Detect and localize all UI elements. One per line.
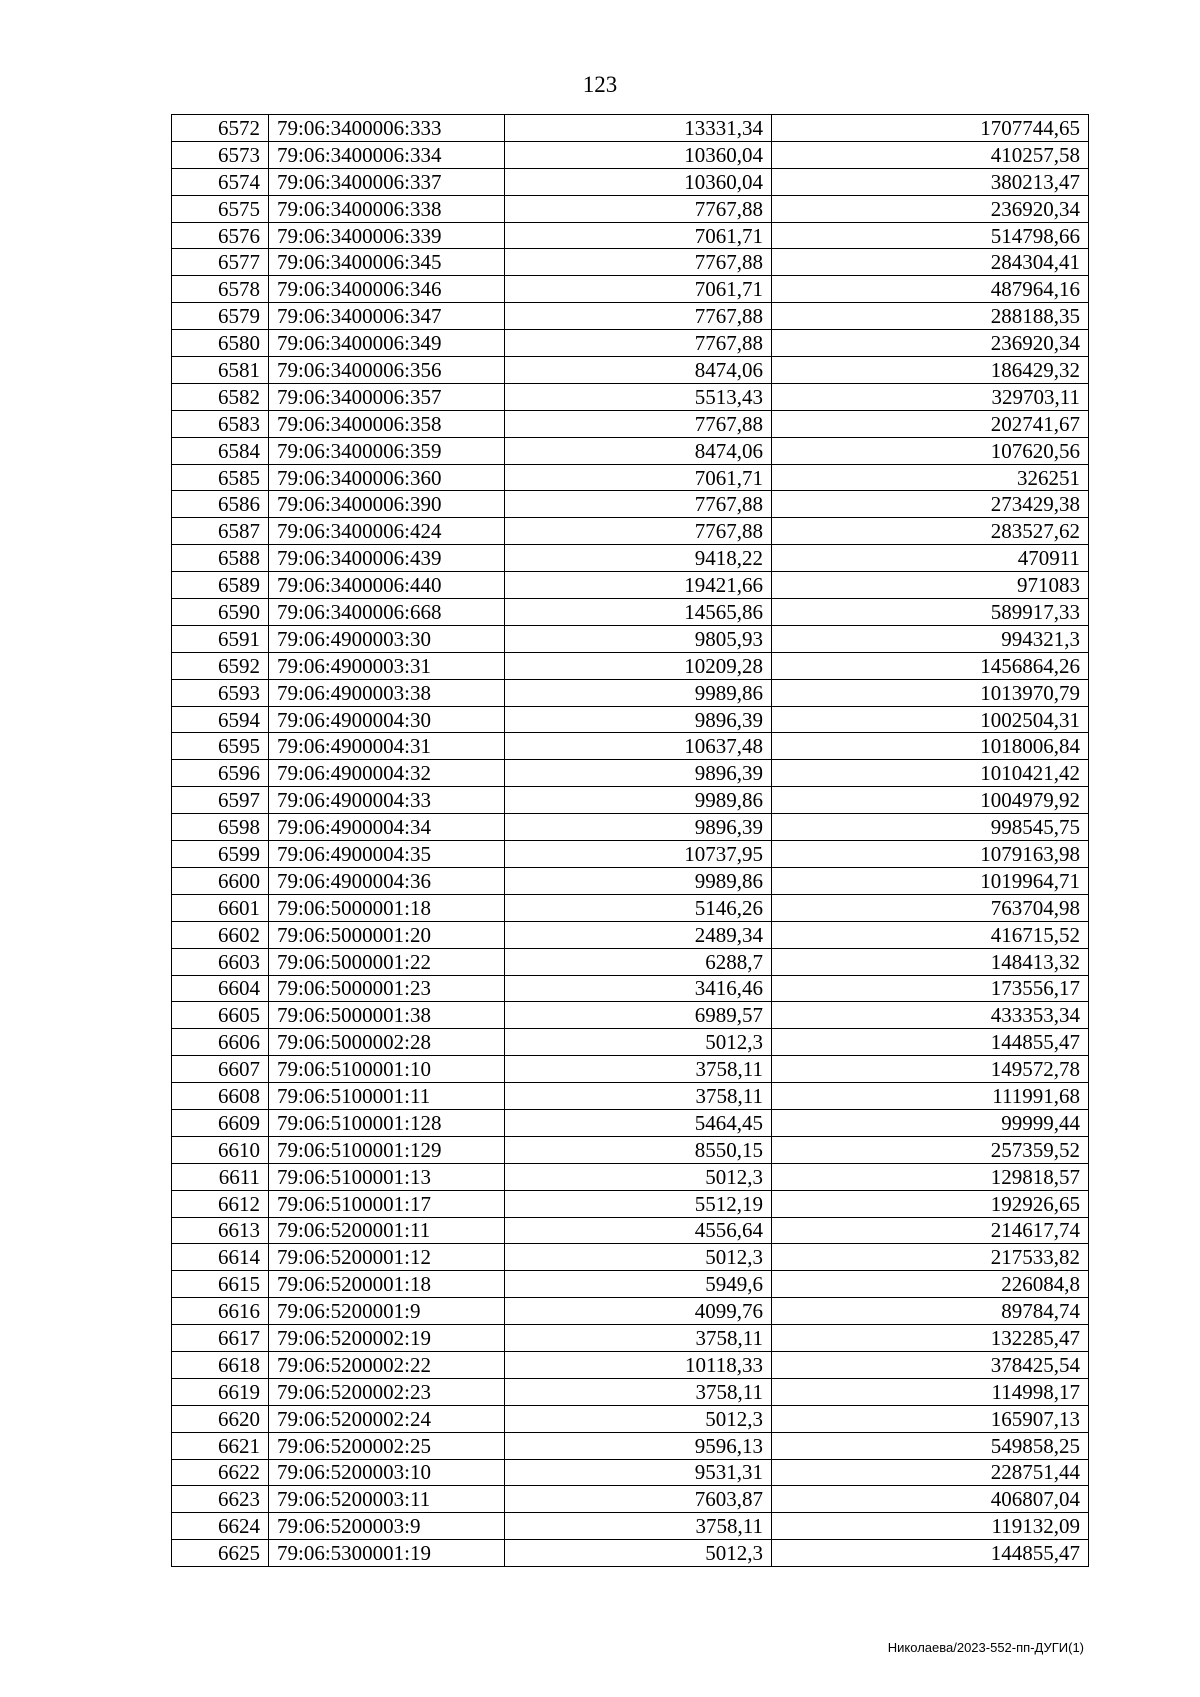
row-number-cell: 6619 — [172, 1378, 269, 1405]
cadastral-number-cell: 79:06:5200001:11 — [269, 1217, 505, 1244]
table-row — [172, 1405, 1089, 1432]
table-row — [172, 841, 1089, 868]
table-row — [172, 1378, 1089, 1405]
area-value-cell: 5513,43 — [505, 383, 772, 410]
area-value-cell: 4099,76 — [505, 1298, 772, 1325]
table-row — [172, 652, 1089, 679]
cadastral-number-cell: 79:06:3400006:346 — [269, 276, 505, 303]
table-row — [172, 168, 1089, 195]
row-number-cell: 6613 — [172, 1217, 269, 1244]
cadastral-value-cell: 257359,52 — [772, 1136, 1089, 1163]
cadastral-number-cell: 79:06:3400006:390 — [269, 491, 505, 518]
cadastral-number-cell: 79:06:4900003:31 — [269, 652, 505, 679]
row-number-cell: 6585 — [172, 464, 269, 491]
cadastral-number-cell: 79:06:5100001:129 — [269, 1136, 505, 1163]
cadastral-value-cell: 763704,98 — [772, 894, 1089, 921]
cadastral-value-cell: 236920,34 — [772, 195, 1089, 222]
row-number-cell: 6621 — [172, 1432, 269, 1459]
cadastral-value-cell: 132285,47 — [772, 1325, 1089, 1352]
area-value-cell: 3758,11 — [505, 1325, 772, 1352]
table-row — [172, 572, 1089, 599]
cadastral-value-cell: 114998,17 — [772, 1378, 1089, 1405]
row-number-cell: 6602 — [172, 921, 269, 948]
row-number-cell: 6608 — [172, 1083, 269, 1110]
table-row — [172, 1351, 1089, 1378]
table-row — [172, 518, 1089, 545]
row-number-cell: 6579 — [172, 303, 269, 330]
cadastral-number-cell: 79:06:4900003:38 — [269, 679, 505, 706]
cadastral-value-cell: 514798,66 — [772, 222, 1089, 249]
cadastral-number-cell: 79:06:5100001:10 — [269, 1056, 505, 1083]
row-number-cell: 6593 — [172, 679, 269, 706]
table-row — [172, 1083, 1089, 1110]
area-value-cell: 9896,39 — [505, 760, 772, 787]
table-row — [172, 1217, 1089, 1244]
cadastral-number-cell: 79:06:3400006:440 — [269, 572, 505, 599]
row-number-cell: 6615 — [172, 1271, 269, 1298]
cadastral-number-cell: 79:06:4900004:32 — [269, 760, 505, 787]
table-row — [172, 894, 1089, 921]
area-value-cell: 10209,28 — [505, 652, 772, 679]
area-value-cell: 19421,66 — [505, 572, 772, 599]
cadastral-value-cell: 89784,74 — [772, 1298, 1089, 1325]
area-value-cell: 8474,06 — [505, 437, 772, 464]
table-row — [172, 222, 1089, 249]
row-number-cell: 6618 — [172, 1351, 269, 1378]
row-number-cell: 6586 — [172, 491, 269, 518]
row-number-cell: 6577 — [172, 249, 269, 276]
cadastral-value-cell: 416715,52 — [772, 921, 1089, 948]
table-row — [172, 1002, 1089, 1029]
row-number-cell: 6598 — [172, 814, 269, 841]
cadastral-number-cell: 79:06:5100001:128 — [269, 1109, 505, 1136]
area-value-cell: 5512,19 — [505, 1190, 772, 1217]
table-row — [172, 491, 1089, 518]
cadastral-value-cell: 380213,47 — [772, 168, 1089, 195]
cadastral-value-cell: 129818,57 — [772, 1163, 1089, 1190]
table-row — [172, 733, 1089, 760]
cadastral-number-cell: 79:06:5200002:24 — [269, 1405, 505, 1432]
area-value-cell: 3758,11 — [505, 1083, 772, 1110]
cadastral-number-cell: 79:06:5100001:17 — [269, 1190, 505, 1217]
area-value-cell: 5949,6 — [505, 1271, 772, 1298]
area-value-cell: 7603,87 — [505, 1486, 772, 1513]
table-row — [172, 948, 1089, 975]
table-row — [172, 410, 1089, 437]
cadastral-number-cell: 79:06:3400006:349 — [269, 330, 505, 357]
cadastral-value-table — [171, 114, 1089, 1567]
cadastral-number-cell: 79:06:3400006:357 — [269, 383, 505, 410]
row-number-cell: 6582 — [172, 383, 269, 410]
cadastral-number-cell: 79:06:5000001:23 — [269, 975, 505, 1002]
row-number-cell: 6573 — [172, 141, 269, 168]
cadastral-number-cell: 79:06:3400006:337 — [269, 168, 505, 195]
cadastral-number-cell: 79:06:3400006:359 — [269, 437, 505, 464]
area-value-cell: 7767,88 — [505, 491, 772, 518]
area-value-cell: 5012,3 — [505, 1029, 772, 1056]
cadastral-number-cell: 79:06:4900004:34 — [269, 814, 505, 841]
cadastral-value-cell: 283527,62 — [772, 518, 1089, 545]
cadastral-number-cell: 79:06:5200003:9 — [269, 1513, 505, 1540]
cadastral-value-cell: 329703,11 — [772, 383, 1089, 410]
table-row — [172, 1029, 1089, 1056]
cadastral-value-cell: 214617,74 — [772, 1217, 1089, 1244]
cadastral-number-cell: 79:06:5100001:13 — [269, 1163, 505, 1190]
cadastral-number-cell: 79:06:3400006:345 — [269, 249, 505, 276]
cadastral-value-cell: 1010421,42 — [772, 760, 1089, 787]
cadastral-number-cell: 79:06:4900004:33 — [269, 787, 505, 814]
table-row — [172, 867, 1089, 894]
cadastral-value-cell: 149572,78 — [772, 1056, 1089, 1083]
cadastral-number-cell: 79:06:5200002:19 — [269, 1325, 505, 1352]
area-value-cell: 9989,86 — [505, 867, 772, 894]
table-row — [172, 1163, 1089, 1190]
area-value-cell: 5012,3 — [505, 1405, 772, 1432]
cadastral-value-cell: 111991,68 — [772, 1083, 1089, 1110]
cadastral-value-cell: 226084,8 — [772, 1271, 1089, 1298]
cadastral-number-cell: 79:06:5000002:28 — [269, 1029, 505, 1056]
row-number-cell: 6581 — [172, 357, 269, 384]
cadastral-value-cell: 165907,13 — [772, 1405, 1089, 1432]
area-value-cell: 9989,86 — [505, 679, 772, 706]
area-value-cell: 5012,3 — [505, 1540, 772, 1567]
row-number-cell: 6609 — [172, 1109, 269, 1136]
row-number-cell: 6594 — [172, 706, 269, 733]
table-row — [172, 1109, 1089, 1136]
table-row — [172, 1298, 1089, 1325]
area-value-cell: 7061,71 — [505, 276, 772, 303]
row-number-cell: 6612 — [172, 1190, 269, 1217]
row-number-cell: 6575 — [172, 195, 269, 222]
area-value-cell: 9596,13 — [505, 1432, 772, 1459]
cadastral-number-cell: 79:06:5200002:25 — [269, 1432, 505, 1459]
table-row — [172, 625, 1089, 652]
cadastral-value-cell: 487964,16 — [772, 276, 1089, 303]
row-number-cell: 6595 — [172, 733, 269, 760]
area-value-cell: 5464,45 — [505, 1109, 772, 1136]
cadastral-value-cell: 410257,58 — [772, 141, 1089, 168]
area-value-cell: 10360,04 — [505, 168, 772, 195]
cadastral-value-cell: 144855,47 — [772, 1029, 1089, 1056]
cadastral-value-cell: 406807,04 — [772, 1486, 1089, 1513]
area-value-cell: 9896,39 — [505, 814, 772, 841]
table-row — [172, 195, 1089, 222]
row-number-cell: 6580 — [172, 330, 269, 357]
cadastral-value-cell: 107620,56 — [772, 437, 1089, 464]
area-value-cell: 2489,34 — [505, 921, 772, 948]
table-row — [172, 921, 1089, 948]
area-value-cell: 3758,11 — [505, 1056, 772, 1083]
cadastral-value-cell: 202741,67 — [772, 410, 1089, 437]
row-number-cell: 6622 — [172, 1459, 269, 1486]
row-number-cell: 6591 — [172, 625, 269, 652]
cadastral-number-cell: 79:06:3400006:333 — [269, 115, 505, 142]
row-number-cell: 6576 — [172, 222, 269, 249]
area-value-cell: 14565,86 — [505, 599, 772, 626]
cadastral-value-cell: 1456864,26 — [772, 652, 1089, 679]
area-value-cell: 9531,31 — [505, 1459, 772, 1486]
area-value-cell: 13331,34 — [505, 115, 772, 142]
cadastral-number-cell: 79:06:5200003:10 — [269, 1459, 505, 1486]
cadastral-value-cell: 273429,38 — [772, 491, 1089, 518]
table-row — [172, 545, 1089, 572]
table-row — [172, 1190, 1089, 1217]
cadastral-number-cell: 79:06:5200001:18 — [269, 1271, 505, 1298]
area-value-cell: 9896,39 — [505, 706, 772, 733]
cadastral-number-cell: 79:06:3400006:339 — [269, 222, 505, 249]
cadastral-number-cell: 79:06:5000001:20 — [269, 921, 505, 948]
area-value-cell: 7767,88 — [505, 249, 772, 276]
area-value-cell: 7061,71 — [505, 464, 772, 491]
cadastral-number-cell: 79:06:3400006:358 — [269, 410, 505, 437]
cadastral-number-cell: 79:06:3400006:338 — [269, 195, 505, 222]
cadastral-value-cell: 148413,32 — [772, 948, 1089, 975]
area-value-cell: 6989,57 — [505, 1002, 772, 1029]
document-reference: Николаева/2023-552-пп-ДУГИ(1) — [887, 1640, 1084, 1655]
cadastral-number-cell: 79:06:5000001:22 — [269, 948, 505, 975]
page-number: 123 — [582, 72, 618, 97]
row-number-cell: 6604 — [172, 975, 269, 1002]
row-number-cell: 6600 — [172, 867, 269, 894]
cadastral-number-cell: 79:06:5000001:38 — [269, 1002, 505, 1029]
cadastral-value-cell: 378425,54 — [772, 1351, 1089, 1378]
row-number-cell: 6590 — [172, 599, 269, 626]
cadastral-value-cell: 1004979,92 — [772, 787, 1089, 814]
cadastral-number-cell: 79:06:4900004:36 — [269, 867, 505, 894]
area-value-cell: 10118,33 — [505, 1351, 772, 1378]
cadastral-value-cell: 1002504,31 — [772, 706, 1089, 733]
cadastral-value-cell: 228751,44 — [772, 1459, 1089, 1486]
cadastral-number-cell: 79:06:3400006:668 — [269, 599, 505, 626]
row-number-cell: 6574 — [172, 168, 269, 195]
area-value-cell: 3758,11 — [505, 1513, 772, 1540]
cadastral-value-cell: 236920,34 — [772, 330, 1089, 357]
cadastral-value-cell: 119132,09 — [772, 1513, 1089, 1540]
area-value-cell: 4556,64 — [505, 1217, 772, 1244]
area-value-cell: 5012,3 — [505, 1244, 772, 1271]
cadastral-number-cell: 79:06:4900004:31 — [269, 733, 505, 760]
cadastral-number-cell: 79:06:5100001:11 — [269, 1083, 505, 1110]
cadastral-number-cell: 79:06:3400006:347 — [269, 303, 505, 330]
cadastral-number-cell: 79:06:3400006:334 — [269, 141, 505, 168]
area-value-cell: 7767,88 — [505, 410, 772, 437]
cadastral-value-cell: 1013970,79 — [772, 679, 1089, 706]
table-row — [172, 464, 1089, 491]
row-number-cell: 6583 — [172, 410, 269, 437]
cadastral-value-cell: 470911 — [772, 545, 1089, 572]
row-number-cell: 6606 — [172, 1029, 269, 1056]
area-value-cell: 7767,88 — [505, 330, 772, 357]
table-row — [172, 141, 1089, 168]
table-row — [172, 276, 1089, 303]
table-row — [172, 706, 1089, 733]
table-body — [172, 115, 1089, 1567]
row-number-cell: 6610 — [172, 1136, 269, 1163]
table-row — [172, 437, 1089, 464]
cadastral-value-cell: 1018006,84 — [772, 733, 1089, 760]
cadastral-number-cell: 79:06:4900003:30 — [269, 625, 505, 652]
cadastral-value-cell: 1707744,65 — [772, 115, 1089, 142]
area-value-cell: 7767,88 — [505, 195, 772, 222]
cadastral-number-cell: 79:06:4900004:35 — [269, 841, 505, 868]
row-number-cell: 6616 — [172, 1298, 269, 1325]
cadastral-value-cell: 326251 — [772, 464, 1089, 491]
row-number-cell: 6625 — [172, 1540, 269, 1567]
cadastral-value-cell: 192926,65 — [772, 1190, 1089, 1217]
area-value-cell: 6288,7 — [505, 948, 772, 975]
cadastral-number-cell: 79:06:4900004:30 — [269, 706, 505, 733]
row-number-cell: 6607 — [172, 1056, 269, 1083]
cadastral-value-cell: 1079163,98 — [772, 841, 1089, 868]
row-number-cell: 6597 — [172, 787, 269, 814]
row-number-cell: 6611 — [172, 1163, 269, 1190]
row-number-cell: 6623 — [172, 1486, 269, 1513]
row-number-cell: 6592 — [172, 652, 269, 679]
table-row — [172, 760, 1089, 787]
cadastral-number-cell: 79:06:5200001:12 — [269, 1244, 505, 1271]
row-number-cell: 6603 — [172, 948, 269, 975]
table-row — [172, 303, 1089, 330]
area-value-cell: 9989,86 — [505, 787, 772, 814]
row-number-cell: 6588 — [172, 545, 269, 572]
cadastral-number-cell: 79:06:5200002:23 — [269, 1378, 505, 1405]
table-row — [172, 383, 1089, 410]
row-number-cell: 6584 — [172, 437, 269, 464]
cadastral-number-cell: 79:06:3400006:424 — [269, 518, 505, 545]
cadastral-value-cell: 994321,3 — [772, 625, 1089, 652]
cadastral-value-cell: 173556,17 — [772, 975, 1089, 1002]
cadastral-value-cell: 433353,34 — [772, 1002, 1089, 1029]
cadastral-value-cell: 99999,44 — [772, 1109, 1089, 1136]
area-value-cell: 3758,11 — [505, 1378, 772, 1405]
area-value-cell: 8550,15 — [505, 1136, 772, 1163]
area-value-cell: 7061,71 — [505, 222, 772, 249]
area-value-cell: 10637,48 — [505, 733, 772, 760]
table-row — [172, 1432, 1089, 1459]
cadastral-value-cell: 1019964,71 — [772, 867, 1089, 894]
cadastral-number-cell: 79:06:5000001:18 — [269, 894, 505, 921]
cadastral-value-cell: 998545,75 — [772, 814, 1089, 841]
area-value-cell: 7767,88 — [505, 303, 772, 330]
table-row — [172, 975, 1089, 1002]
row-number-cell: 6578 — [172, 276, 269, 303]
table-row — [172, 599, 1089, 626]
area-value-cell: 5012,3 — [505, 1163, 772, 1190]
table-row — [172, 1459, 1089, 1486]
area-value-cell: 5146,26 — [505, 894, 772, 921]
table-row — [172, 1244, 1089, 1271]
row-number-cell: 6587 — [172, 518, 269, 545]
cadastral-value-cell: 288188,35 — [772, 303, 1089, 330]
area-value-cell: 10360,04 — [505, 141, 772, 168]
area-value-cell: 10737,95 — [505, 841, 772, 868]
table-row — [172, 1271, 1089, 1298]
row-number-cell: 6617 — [172, 1325, 269, 1352]
table-row — [172, 787, 1089, 814]
table-row — [172, 1056, 1089, 1083]
cadastral-value-cell: 186429,32 — [772, 357, 1089, 384]
cadastral-number-cell: 79:06:3400006:356 — [269, 357, 505, 384]
row-number-cell: 6620 — [172, 1405, 269, 1432]
table-row — [172, 1136, 1089, 1163]
cadastral-value-cell: 549858,25 — [772, 1432, 1089, 1459]
row-number-cell: 6614 — [172, 1244, 269, 1271]
cadastral-number-cell: 79:06:3400006:439 — [269, 545, 505, 572]
cadastral-value-cell: 144855,47 — [772, 1540, 1089, 1567]
cadastral-value-cell: 217533,82 — [772, 1244, 1089, 1271]
table-row — [172, 115, 1089, 142]
cadastral-number-cell: 79:06:5300001:19 — [269, 1540, 505, 1567]
cadastral-number-cell: 79:06:3400006:360 — [269, 464, 505, 491]
cadastral-number-cell: 79:06:5200003:11 — [269, 1486, 505, 1513]
row-number-cell: 6624 — [172, 1513, 269, 1540]
table-row — [172, 1513, 1089, 1540]
area-value-cell: 9805,93 — [505, 625, 772, 652]
cadastral-value-cell: 284304,41 — [772, 249, 1089, 276]
table-row — [172, 1486, 1089, 1513]
area-value-cell: 8474,06 — [505, 357, 772, 384]
row-number-cell: 6596 — [172, 760, 269, 787]
table-row — [172, 1540, 1089, 1567]
table-row — [172, 814, 1089, 841]
row-number-cell: 6605 — [172, 1002, 269, 1029]
cadastral-number-cell: 79:06:5200002:22 — [269, 1351, 505, 1378]
row-number-cell: 6589 — [172, 572, 269, 599]
table-row — [172, 679, 1089, 706]
row-number-cell: 6599 — [172, 841, 269, 868]
table-row — [172, 1325, 1089, 1352]
row-number-cell: 6572 — [172, 115, 269, 142]
table-row — [172, 249, 1089, 276]
cadastral-value-cell: 971083 — [772, 572, 1089, 599]
row-number-cell: 6601 — [172, 894, 269, 921]
area-value-cell: 7767,88 — [505, 518, 772, 545]
area-value-cell: 9418,22 — [505, 545, 772, 572]
cadastral-number-cell: 79:06:5200001:9 — [269, 1298, 505, 1325]
table-row — [172, 330, 1089, 357]
table-row — [172, 357, 1089, 384]
area-value-cell: 3416,46 — [505, 975, 772, 1002]
cadastral-value-cell: 589917,33 — [772, 599, 1089, 626]
